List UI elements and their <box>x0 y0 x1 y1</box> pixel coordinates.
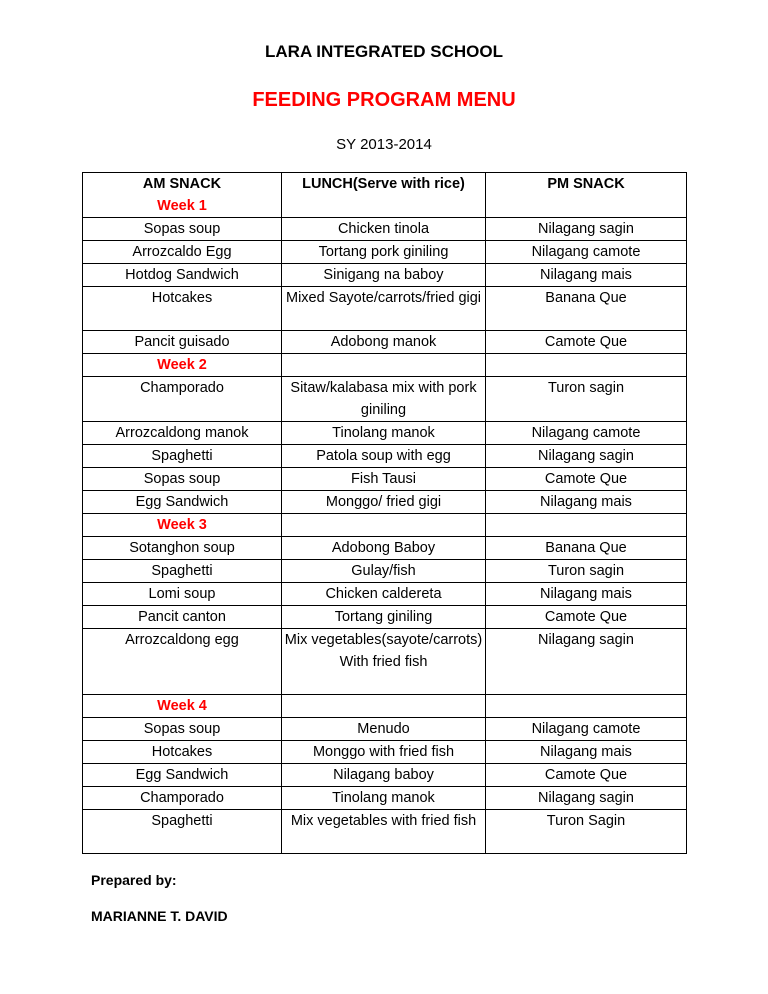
table-row <box>83 445 687 468</box>
week-label: Week 2 <box>83 354 282 377</box>
pm-cell: Camote Que <box>486 468 687 491</box>
lunch-cell: Chicken tinola <box>282 218 486 241</box>
am-cell: Spaghetti <box>83 560 282 583</box>
lunch-cell: Mixed Sayote/carrots/fried gigi <box>282 287 486 331</box>
empty-cell <box>282 354 486 377</box>
am-cell: Sopas soup <box>83 718 282 741</box>
empty-cell <box>486 354 687 377</box>
pm-cell: Nilagang mais <box>486 264 687 287</box>
lunch-cell: Menudo <box>282 718 486 741</box>
am-cell: Sopas soup <box>83 468 282 491</box>
pm-snack-header: PM SNACK <box>486 173 687 218</box>
lunch-cell: Nilagang baboy <box>282 764 486 787</box>
table-row <box>83 583 687 606</box>
am-cell: Pancit guisado <box>83 331 282 354</box>
table-row <box>83 560 687 583</box>
lunch-cell: Monggo/ fried gigi <box>282 491 486 514</box>
pm-cell: Turon sagin <box>486 560 687 583</box>
week-row <box>83 695 687 718</box>
table-row <box>83 287 687 331</box>
lunch-cell: Tortang giniling <box>282 606 486 629</box>
table-row <box>83 741 687 764</box>
am-cell: Egg Sandwich <box>83 764 282 787</box>
am-cell: Sopas soup <box>83 218 282 241</box>
lunch-cell: Tinolang manok <box>282 787 486 810</box>
week-row <box>83 514 687 537</box>
am-cell: Hotcakes <box>83 741 282 764</box>
am-snack-header: AM SNACK <box>142 176 222 192</box>
empty-cell <box>282 695 486 718</box>
am-snack-header-cell <box>83 173 282 218</box>
am-cell: Sotanghon soup <box>83 537 282 560</box>
table-row <box>83 491 687 514</box>
week-row <box>83 354 687 377</box>
lunch-cell: Sinigang na baboy <box>282 264 486 287</box>
am-cell: Lomi soup <box>83 583 282 606</box>
pm-cell: Nilagang camote <box>486 718 687 741</box>
school-year: SY 2013-2014 <box>336 136 432 153</box>
table-row <box>83 810 687 854</box>
menu-table-body <box>83 173 687 854</box>
pm-cell: Turon Sagin <box>486 810 687 854</box>
pm-cell: Nilagang sagin <box>486 787 687 810</box>
table-row <box>83 468 687 491</box>
pm-cell: Nilagang mais <box>486 741 687 764</box>
am-cell: Spaghetti <box>83 810 282 854</box>
table-row <box>83 764 687 787</box>
week-label: Week 1 <box>157 198 207 214</box>
am-cell: Hotcakes <box>83 287 282 331</box>
menu-title: FEEDING PROGRAM MENU <box>252 89 516 111</box>
header-row <box>83 173 687 218</box>
week-label: Week 4 <box>83 695 282 718</box>
lunch-cell: Tinolang manok <box>282 422 486 445</box>
am-cell: Spaghetti <box>83 445 282 468</box>
lunch-header: LUNCH(Serve with rice) <box>282 173 486 218</box>
pm-cell: Turon sagin <box>486 377 687 422</box>
week-label: Week 3 <box>83 514 282 537</box>
lunch-cell: Patola soup with egg <box>282 445 486 468</box>
am-cell: Pancit canton <box>83 606 282 629</box>
table-row <box>83 422 687 445</box>
pm-cell: Nilagang mais <box>486 583 687 606</box>
table-row <box>83 718 687 741</box>
am-cell: Champorado <box>83 377 282 422</box>
lunch-cell: Adobong manok <box>282 331 486 354</box>
pm-cell: Nilagang camote <box>486 422 687 445</box>
lunch-cell: Mix vegetables(sayote/carrots) With fried fish <box>282 629 486 695</box>
table-row <box>83 377 687 422</box>
lunch-cell: Mix vegetables with fried fish <box>282 810 486 854</box>
lunch-cell: Monggo with fried fish <box>282 741 486 764</box>
school-name: LARA INTEGRATED SCHOOL <box>265 42 503 61</box>
am-cell: Egg Sandwich <box>83 491 282 514</box>
pm-cell: Nilagang mais <box>486 491 687 514</box>
pm-cell: Camote Que <box>486 331 687 354</box>
pm-cell: Camote Que <box>486 764 687 787</box>
lunch-cell: Adobong Baboy <box>282 537 486 560</box>
pm-cell: Nilagang sagin <box>486 218 687 241</box>
lunch-cell: Gulay/fish <box>282 560 486 583</box>
lunch-cell: Sitaw/kalabasa mix with pork giniling <box>282 377 486 422</box>
pm-cell: Nilagang camote <box>486 241 687 264</box>
pm-cell: Banana Que <box>486 537 687 560</box>
lunch-cell: Chicken caldereta <box>282 583 486 606</box>
table-row <box>83 537 687 560</box>
lunch-cell: Fish Tausi <box>282 468 486 491</box>
lunch-cell: Tortang pork giniling <box>282 241 486 264</box>
am-cell: Champorado <box>83 787 282 810</box>
empty-cell <box>486 695 687 718</box>
table-row <box>83 629 687 695</box>
pm-cell: Banana Que <box>486 287 687 331</box>
pm-cell: Nilagang sagin <box>486 629 687 695</box>
table-row <box>83 331 687 354</box>
table-row <box>83 787 687 810</box>
am-cell: Arrozcaldong manok <box>83 422 282 445</box>
table-row <box>83 218 687 241</box>
am-cell: Hotdog Sandwich <box>83 264 282 287</box>
pm-cell: Nilagang sagin <box>486 445 687 468</box>
am-cell: Arrozcaldo Egg <box>83 241 282 264</box>
empty-cell <box>486 514 687 537</box>
pm-cell: Camote Que <box>486 606 687 629</box>
am-cell: Arrozcaldong egg <box>83 629 282 695</box>
table-row <box>83 606 687 629</box>
menu-table <box>82 172 687 854</box>
empty-cell <box>282 514 486 537</box>
prepared-by-label: Prepared by: <box>91 872 177 888</box>
prepared-by-name: MARIANNE T. DAVID <box>91 908 228 924</box>
table-row <box>83 241 687 264</box>
table-row <box>83 264 687 287</box>
